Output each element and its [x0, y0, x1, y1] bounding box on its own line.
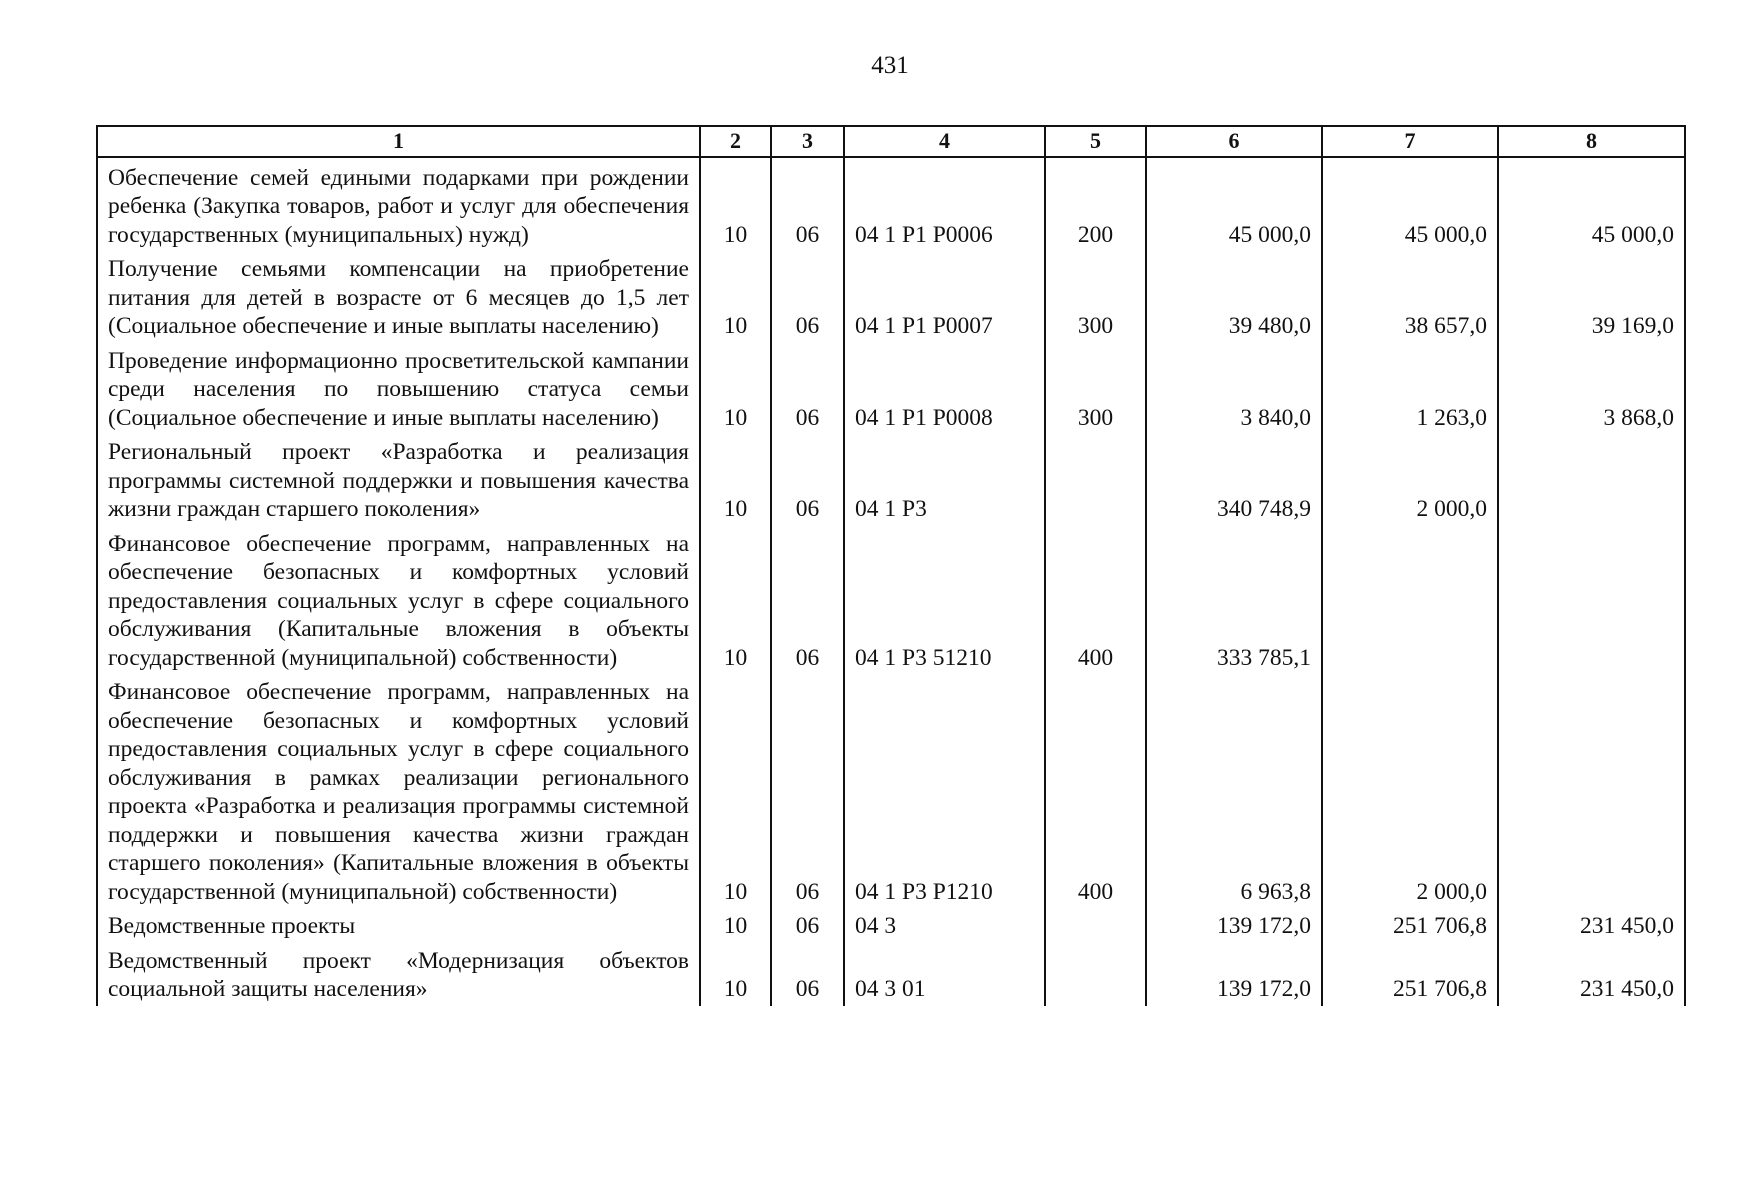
row-description: Финансовое обеспечение программ, направленных на обеспечение безопасных и комфортных условий предоставления социальных услуг в сфере социального обслуживания в рамках реализации регионального проекта «Разработка и реализация программы системной поддержки и повышения качества жизни граждан старшего поколения» (Капитальные вложения в объекты государственной (муниципальной) собственности) [97, 674, 700, 908]
column-header: 7 [1322, 126, 1498, 157]
row-amount-col6: 139 172,0 [1146, 908, 1322, 943]
row-amount-col8 [1498, 526, 1685, 675]
row-description: Региональный проект «Разработка и реализация программы системной поддержки и повышения качества жизни граждан старшего поколения» [97, 434, 700, 526]
row-amount-col7: 38 657,0 [1322, 251, 1498, 343]
table-row [97, 251, 1685, 343]
row-target-code: 04 3 01 [844, 943, 1045, 1006]
table-row [97, 343, 1685, 435]
table-row [97, 943, 1685, 1006]
row-description: Проведение информационно просветительской кампании среди населения по повышению статуса семьи (Социальное обеспечение и иные выплаты населению) [97, 343, 700, 435]
row-subsection: 06 [771, 434, 844, 526]
page-number: 431 [871, 52, 909, 79]
row-amount-col8: 3 868,0 [1498, 343, 1685, 435]
row-subsection: 06 [771, 908, 844, 943]
row-target-code: 04 1 P3 [844, 434, 1045, 526]
row-section: 10 [700, 251, 771, 343]
row-amount-col8 [1498, 434, 1685, 526]
table-row [97, 157, 1685, 252]
row-subsection: 06 [771, 157, 844, 252]
row-amount-col8: 39 169,0 [1498, 251, 1685, 343]
row-section: 10 [700, 434, 771, 526]
header-row [97, 126, 1685, 157]
row-subsection: 06 [771, 251, 844, 343]
row-amount-col6: 340 748,9 [1146, 434, 1322, 526]
row-amount-col7: 251 706,8 [1322, 943, 1498, 1006]
row-amount-col6: 139 172,0 [1146, 943, 1322, 1006]
row-subsection: 06 [771, 343, 844, 435]
row-target-code: 04 3 [844, 908, 1045, 943]
table-row [97, 434, 1685, 526]
row-description: Ведомственные проекты [97, 908, 700, 943]
column-header: 6 [1146, 126, 1322, 157]
row-amount-col8: 231 450,0 [1498, 908, 1685, 943]
row-amount-col8 [1498, 674, 1685, 908]
row-subsection: 06 [771, 943, 844, 1006]
row-target-code: 04 1 P1 P0007 [844, 251, 1045, 343]
table-row [97, 526, 1685, 675]
row-amount-col7: 2 000,0 [1322, 434, 1498, 526]
column-header: 2 [700, 126, 771, 157]
budget-table [96, 125, 1686, 1006]
column-header: 5 [1045, 126, 1146, 157]
row-target-code: 04 1 P1 P0008 [844, 343, 1045, 435]
row-expense-type [1045, 908, 1146, 943]
row-amount-col6: 3 840,0 [1146, 343, 1322, 435]
row-amount-col7: 251 706,8 [1322, 908, 1498, 943]
column-header: 4 [844, 126, 1045, 157]
row-subsection: 06 [771, 526, 844, 675]
row-description: Ведомственный проект «Модернизация объектов социальной защиты населения» [97, 943, 700, 1006]
row-target-code: 04 1 P1 P0006 [844, 157, 1045, 252]
row-description: Обеспечение семей едиными подарками при рождении ребенка (Закупка товаров, работ и услуг для обеспечения государственных (муниципальных) нужд) [97, 157, 700, 252]
row-section: 10 [700, 674, 771, 908]
row-section: 10 [700, 157, 771, 252]
row-expense-type: 400 [1045, 526, 1146, 675]
table-row [97, 908, 1685, 943]
row-expense-type: 400 [1045, 674, 1146, 908]
row-amount-col6: 333 785,1 [1146, 526, 1322, 675]
column-header: 8 [1498, 126, 1685, 157]
table-row [97, 674, 1685, 908]
column-header: 3 [771, 126, 844, 157]
row-subsection: 06 [771, 674, 844, 908]
row-section: 10 [700, 908, 771, 943]
row-description: Финансовое обеспечение программ, направленных на обеспечение безопасных и комфортных условий предоставления социальных услуг в сфере социального обслуживания (Капитальные вложения в объекты государственной (муниципальной) собственности) [97, 526, 700, 675]
row-section: 10 [700, 943, 771, 1006]
row-amount-col7: 1 263,0 [1322, 343, 1498, 435]
row-amount-col7 [1322, 526, 1498, 675]
row-section: 10 [700, 343, 771, 435]
row-section: 10 [700, 526, 771, 675]
row-amount-col6: 39 480,0 [1146, 251, 1322, 343]
row-expense-type: 200 [1045, 157, 1146, 252]
row-target-code: 04 1 P3 51210 [844, 526, 1045, 675]
row-amount-col8: 45 000,0 [1498, 157, 1685, 252]
row-amount-col6: 6 963,8 [1146, 674, 1322, 908]
row-amount-col7: 2 000,0 [1322, 674, 1498, 908]
row-expense-type [1045, 434, 1146, 526]
column-header: 1 [97, 126, 700, 157]
row-amount-col8: 231 450,0 [1498, 943, 1685, 1006]
row-amount-col7: 45 000,0 [1322, 157, 1498, 252]
row-target-code: 04 1 P3 P1210 [844, 674, 1045, 908]
row-amount-col6: 45 000,0 [1146, 157, 1322, 252]
row-description: Получение семьями компенсации на приобретение питания для детей в возрасте от 6 месяцев до 1,5 лет (Социальное обеспечение и иные выплаты населению) [97, 251, 700, 343]
row-expense-type: 300 [1045, 343, 1146, 435]
row-expense-type [1045, 943, 1146, 1006]
row-expense-type: 300 [1045, 251, 1146, 343]
